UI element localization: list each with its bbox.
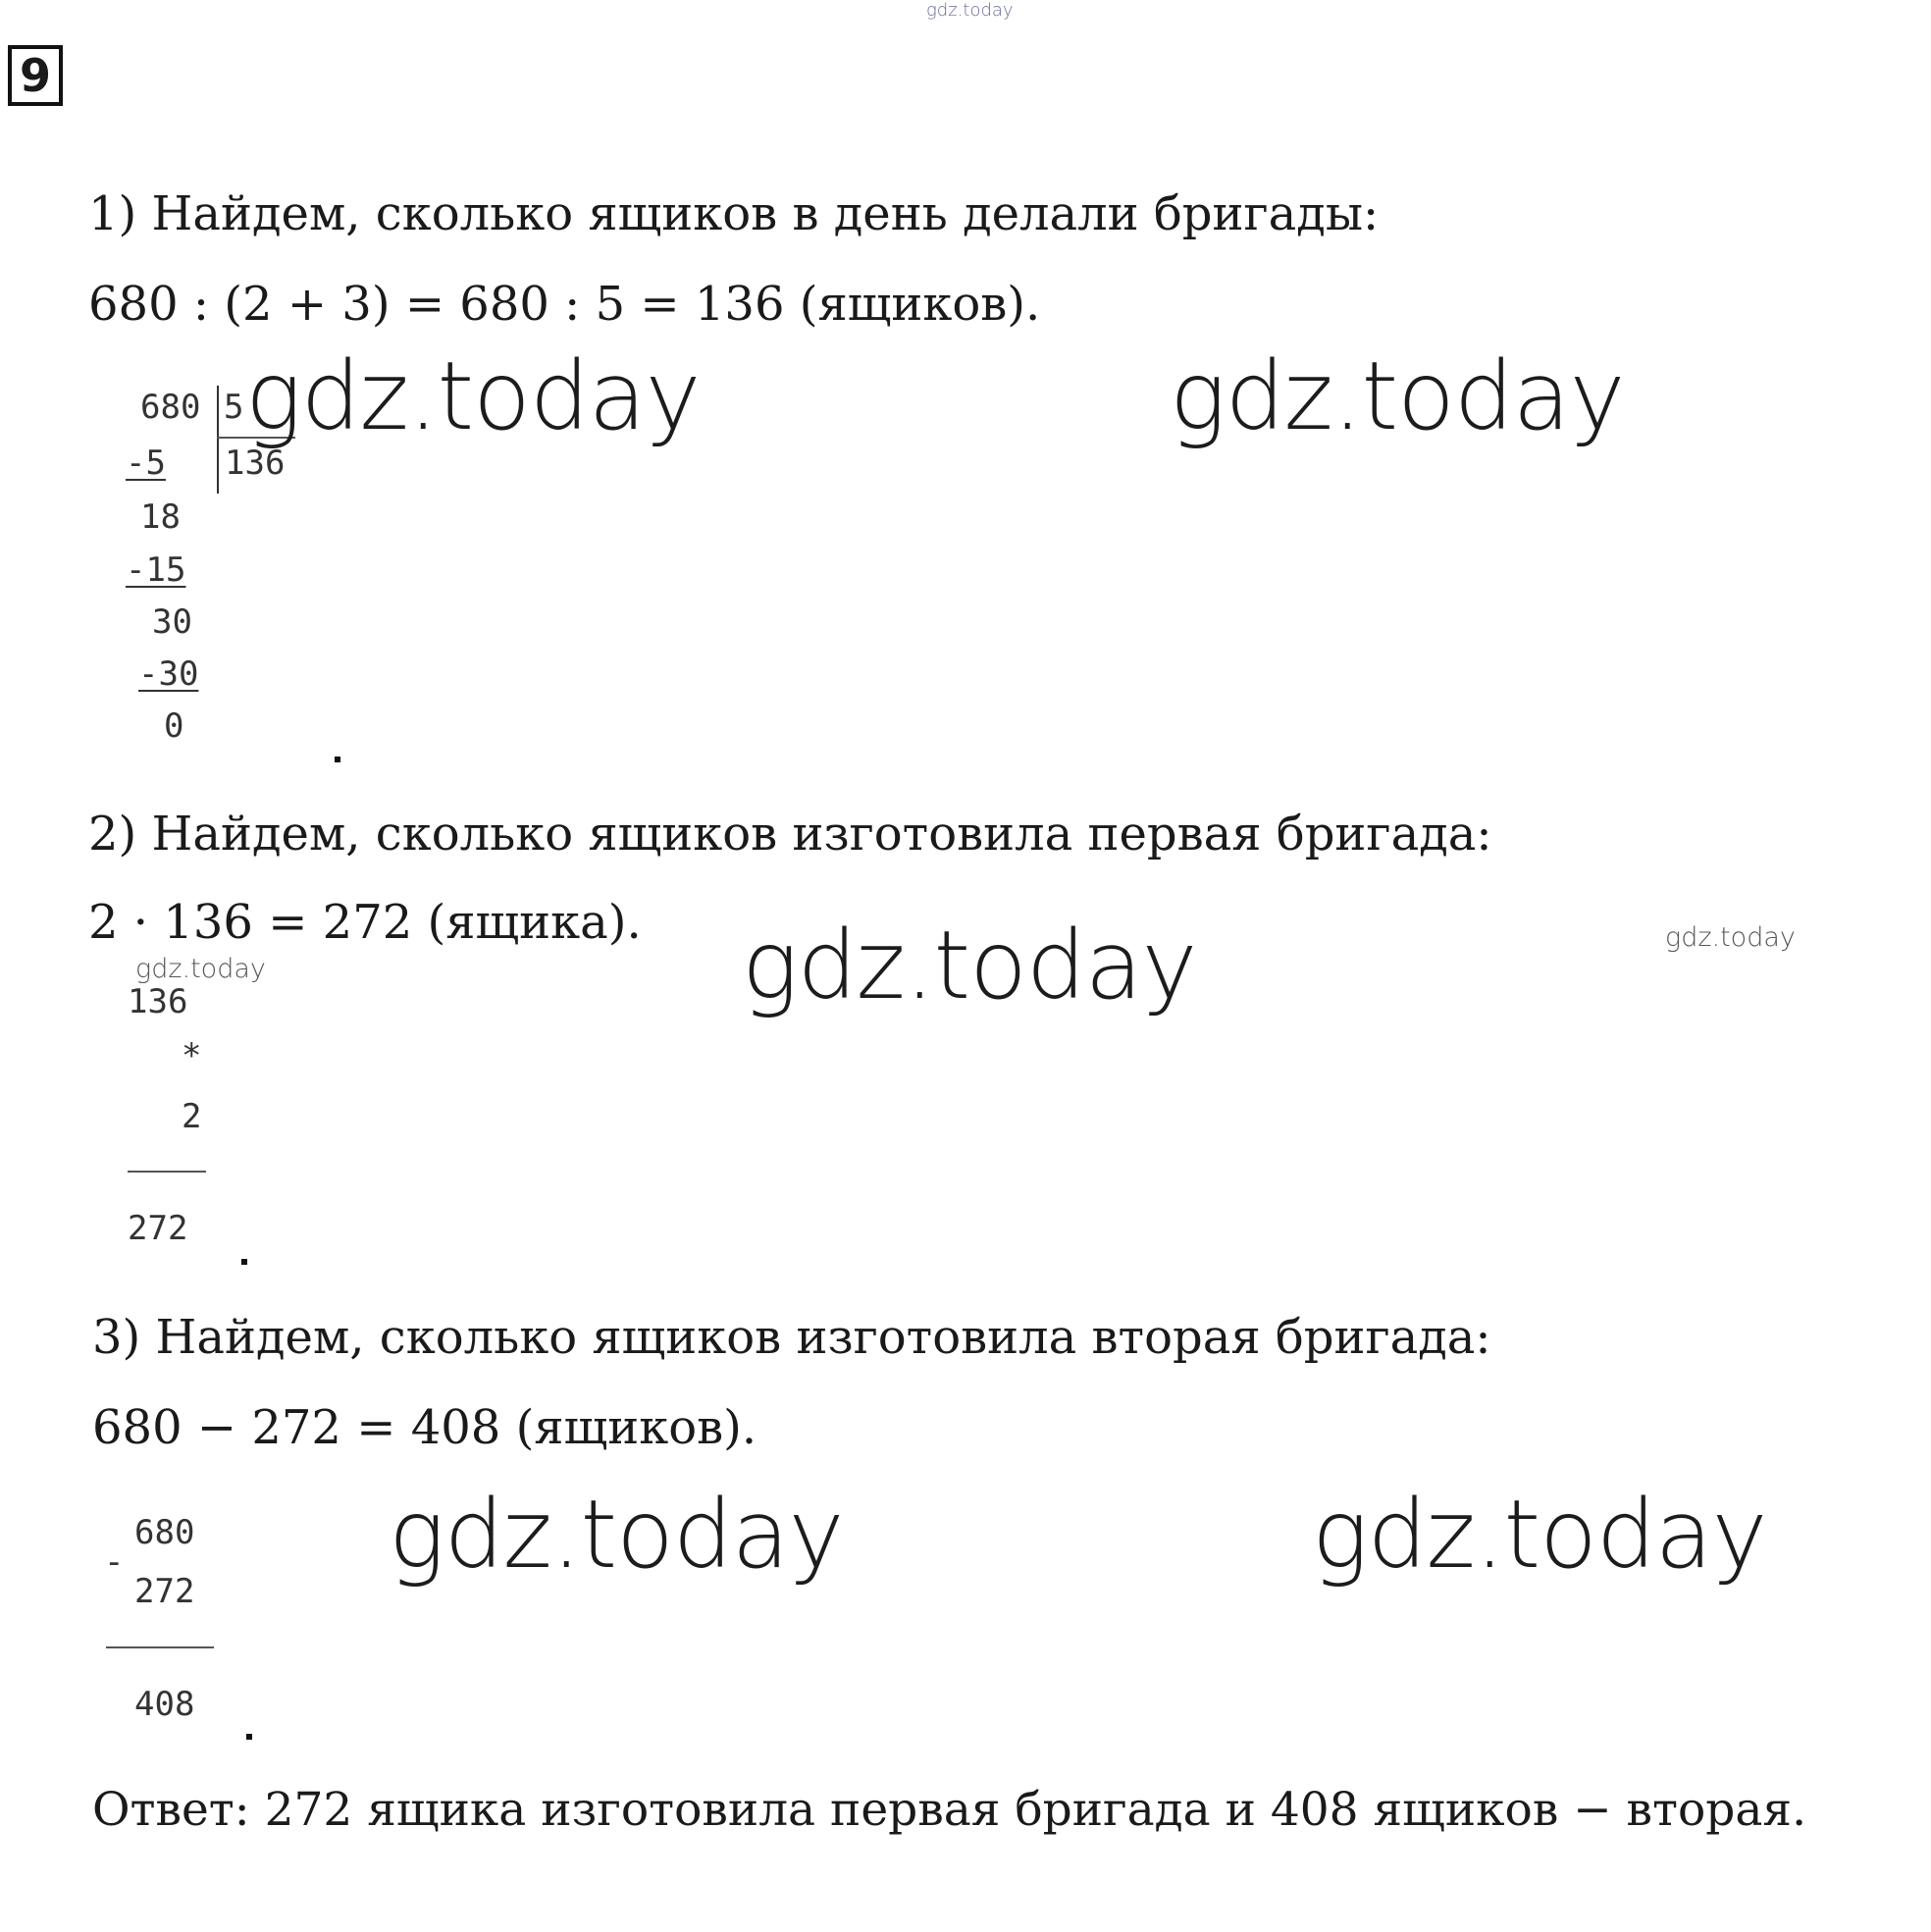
watermark-5: gdz.today bbox=[1312, 1480, 1767, 1590]
division-step-3: -15 bbox=[126, 550, 186, 590]
mult-result: 272 bbox=[128, 1209, 188, 1248]
step1-heading: 1) Найдем, сколько ящиков в день делали бригады: bbox=[88, 186, 1380, 241]
mult-line bbox=[128, 1171, 206, 1173]
watermark-small-left: gdz.today bbox=[135, 954, 266, 984]
watermark-1: gdz.today bbox=[245, 341, 701, 451]
step3-heading: 3) Найдем, сколько ящиков изготовила вторая бригада: bbox=[92, 1310, 1491, 1365]
step2-heading: 2) Найдем, сколько ящиков изготовила первая бригада: bbox=[88, 807, 1492, 862]
division-quotient: 136 bbox=[225, 444, 286, 483]
sub-top: 680 bbox=[134, 1513, 195, 1552]
division-vertical-line bbox=[217, 386, 219, 494]
step3-period-dot bbox=[246, 1734, 252, 1740]
watermark-2: gdz.today bbox=[1170, 341, 1625, 451]
division-step-6: 0 bbox=[164, 706, 184, 746]
sub-result: 408 bbox=[134, 1685, 195, 1724]
division-step-2: 18 bbox=[140, 497, 181, 537]
watermark-4: gdz.today bbox=[389, 1480, 844, 1590]
step2-period-dot bbox=[241, 1259, 247, 1265]
division-step-5: -30 bbox=[138, 654, 199, 694]
mult-bottom: 2 bbox=[182, 1097, 202, 1136]
watermark-3: gdz.today bbox=[742, 911, 1197, 1020]
division-dividend: 680 bbox=[140, 388, 201, 427]
sub-line bbox=[106, 1646, 214, 1648]
step1-period-dot bbox=[335, 757, 340, 762]
mult-top: 136 bbox=[128, 982, 188, 1021]
division-step-1: -5 bbox=[126, 444, 166, 483]
watermark-top: gdz.today bbox=[926, 0, 1014, 21]
sub-bottom: 272 bbox=[134, 1572, 195, 1611]
step3-equation: 680 − 272 = 408 (ящиков). bbox=[92, 1400, 757, 1455]
sub-operator: - bbox=[104, 1542, 125, 1582]
step2-equation: 2 · 136 = 272 (ящика). bbox=[88, 895, 642, 950]
division-divisor: 5 bbox=[224, 388, 244, 427]
watermark-small-right: gdz.today bbox=[1665, 922, 1796, 953]
mult-operator: * bbox=[182, 1036, 202, 1075]
division-step-4: 30 bbox=[152, 602, 192, 642]
answer-line: Ответ: 272 ящика изготовила первая бригада и 408 ящиков − вторая. bbox=[92, 1783, 1807, 1837]
step1-equation: 680 : (2 + 3) = 680 : 5 = 136 (ящиков). bbox=[88, 277, 1041, 332]
task-number-box: 9 bbox=[8, 45, 63, 106]
